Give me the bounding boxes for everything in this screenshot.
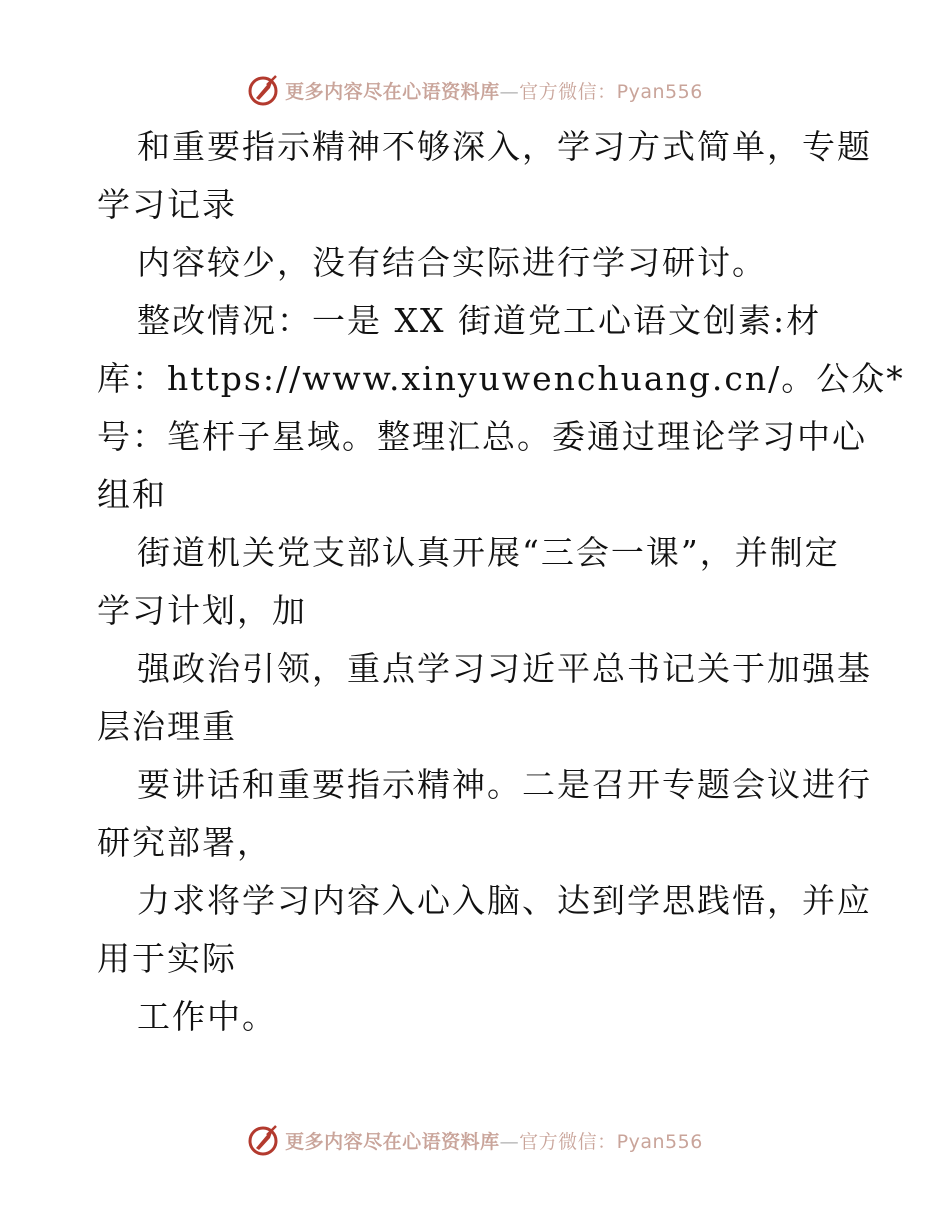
header-banner (0, 70, 950, 110)
banner-wechat: 官方微信：Pyan556 (519, 80, 703, 103)
body-line: 层治理重 (97, 707, 237, 746)
banner-separator: — (499, 80, 520, 103)
body-line: 整改情况：一是 XX 街道党工心语文创素:材 (137, 301, 822, 340)
body-line: 和重要指示精神不够深入，学习方式简单，专题 (137, 127, 872, 166)
body-line: 力求将学习内容入心入脑、达到学思践悟，并应 (137, 881, 872, 920)
body-line: 用于实际 (97, 939, 237, 978)
body-line: 要讲话和重要指示精神。二是召开专题会议进行 (137, 765, 872, 804)
banner-wechat: 官方微信：Pyan556 (519, 1130, 703, 1153)
banner-separator: — (499, 1130, 520, 1153)
body-line: 研究部署， (97, 823, 272, 862)
header-banner-text (285, 77, 703, 104)
body-line: 工作中。 (137, 997, 277, 1036)
body-line: 学习计划，加 (97, 591, 307, 630)
body-line: 强政治引领，重点学习习近平总书记关于加强基 (137, 649, 872, 688)
banner-slogan: 更多内容尽在心语资料库 (285, 1130, 500, 1153)
body-line: 街道机关党支部认真开展“三会一课”，并制定 (137, 533, 840, 572)
pen-logo-icon (247, 1123, 281, 1157)
body-line: 库：https://www.xinyuwenchuang.cn/。公众* (97, 359, 905, 398)
pen-logo-icon (247, 73, 281, 107)
body-line: 组和 (97, 475, 167, 514)
footer-banner (0, 1120, 950, 1160)
body-line: 学习记录 (97, 185, 237, 224)
body-line: 内容较少，没有结合实际进行学习研讨。 (137, 243, 767, 282)
document-body (97, 118, 905, 1046)
footer-banner-text (285, 1127, 703, 1154)
banner-slogan: 更多内容尽在心语资料库 (285, 80, 500, 103)
body-line: 号：笔杆子星域。整理汇总。委通过理论学习中心 (97, 417, 867, 456)
